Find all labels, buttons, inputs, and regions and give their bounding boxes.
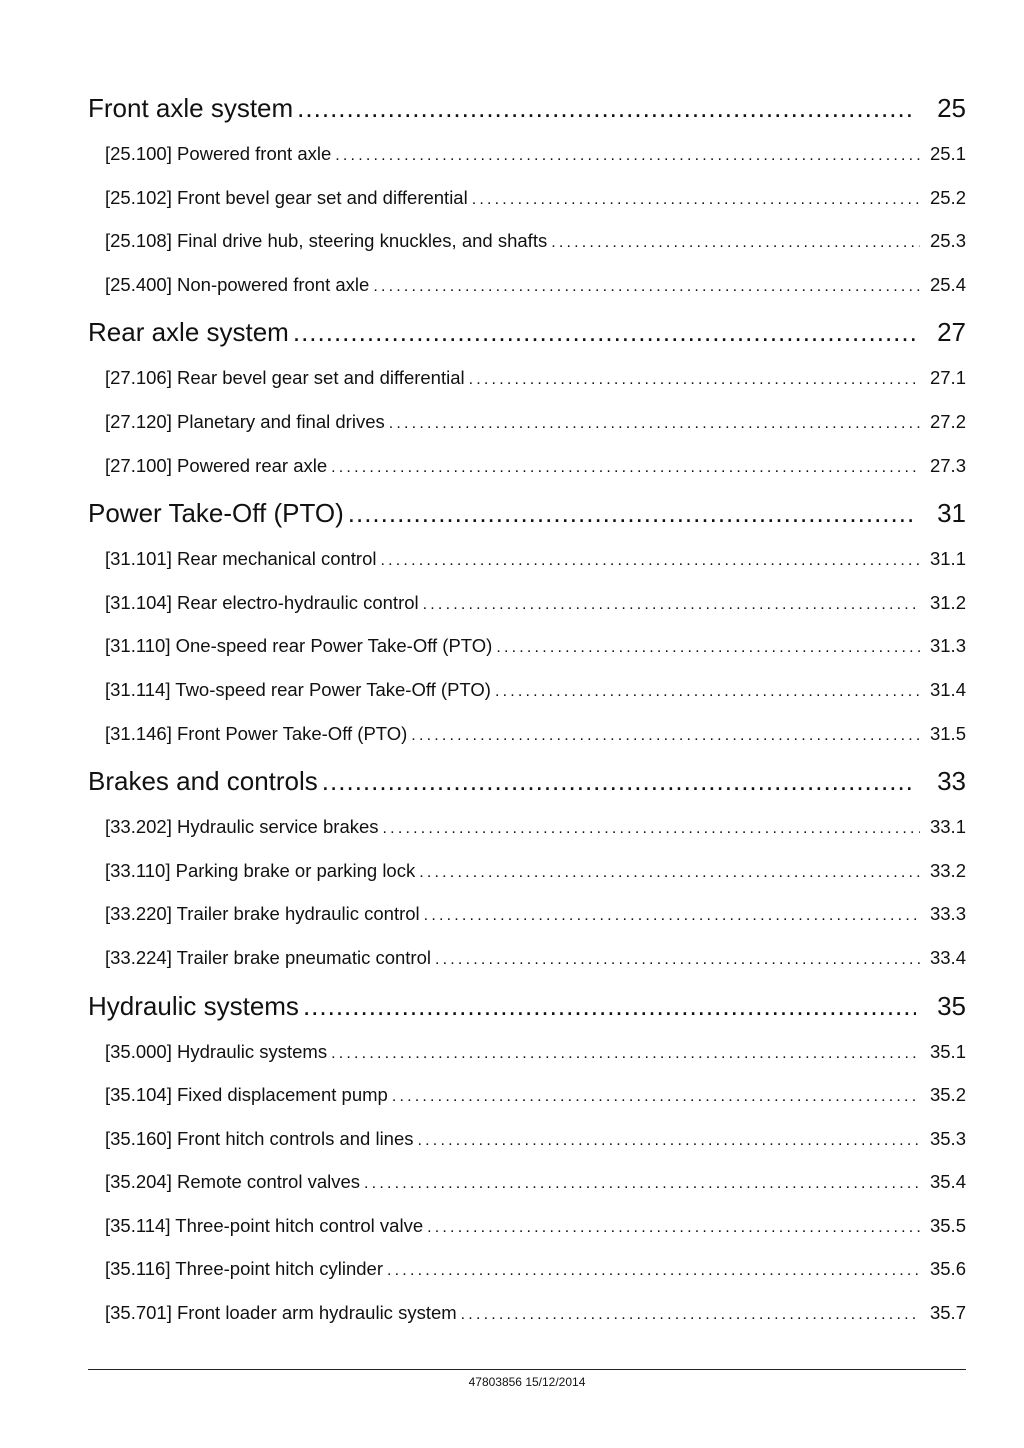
dot-leader <box>335 132 920 178</box>
entry-page-number: 33.2 <box>929 859 966 881</box>
entry-page-number: 31.2 <box>929 591 966 613</box>
toc-entry[interactable] <box>88 444 966 488</box>
dot-leader <box>496 624 920 670</box>
entry-page-number: 35.7 <box>929 1302 966 1324</box>
entry-title: [35.104] Fixed displacement pump <box>105 1084 388 1106</box>
entry-title: [35.116] Three-point hitch cylinder <box>105 1258 384 1280</box>
toc-section-brakes <box>88 757 966 979</box>
entry-page-number: 31.3 <box>929 635 966 657</box>
toc-section-heading[interactable] <box>88 84 966 132</box>
toc-section-pto <box>88 489 966 755</box>
section-page-number: 31 <box>937 498 966 529</box>
dot-leader <box>387 1247 920 1293</box>
dot-leader <box>461 1291 920 1337</box>
toc-entry[interactable] <box>88 1160 966 1204</box>
entry-page-number: 31.5 <box>929 722 966 744</box>
toc-entry[interactable] <box>88 1247 966 1291</box>
section-title: Brakes and controls <box>88 766 318 797</box>
entry-page-number: 35.1 <box>929 1040 966 1062</box>
entry-title: [33.202] Hydraulic service brakes <box>105 816 379 838</box>
entry-page-number: 35.3 <box>929 1127 966 1149</box>
toc-entry[interactable] <box>88 805 966 849</box>
dot-leader <box>472 176 920 222</box>
entry-page-number: 31.1 <box>929 548 966 570</box>
entry-title: [33.224] Trailer brake pneumatic control <box>105 946 431 968</box>
entry-title: [25.100] Powered front axle <box>105 143 332 164</box>
dot-leader <box>411 712 920 758</box>
entry-page-number: 31.4 <box>929 678 966 700</box>
dot-leader <box>389 400 920 446</box>
entry-page-number: 27.3 <box>929 454 966 476</box>
dot-leader <box>551 219 920 265</box>
toc-section-heading[interactable] <box>88 308 966 356</box>
entry-page-number: 35.4 <box>929 1171 966 1193</box>
dot-leader <box>435 936 920 982</box>
toc-entry[interactable] <box>88 400 966 444</box>
dot-leader <box>303 982 916 1030</box>
entry-page-number: 25.1 <box>929 143 966 164</box>
entry-page-number: 35.6 <box>929 1258 966 1280</box>
entry-title: [35.000] Hydraulic systems <box>105 1040 328 1062</box>
dot-leader <box>424 892 920 938</box>
footer-divider <box>88 1369 966 1370</box>
section-page-number: 33 <box>937 766 966 797</box>
dot-leader <box>427 1204 920 1250</box>
dot-leader <box>293 308 916 356</box>
entry-page-number: 27.1 <box>929 367 966 389</box>
entry-title: [35.160] Front hitch controls and lines <box>105 1127 414 1149</box>
toc-entry[interactable] <box>88 1030 966 1074</box>
section-title: Power Take-Off (PTO) <box>88 498 344 529</box>
entry-title: [31.114] Two-speed rear Power Take-Off (PTO) <box>105 678 491 700</box>
entry-page-number: 33.1 <box>929 816 966 838</box>
table-of-contents <box>88 82 966 1335</box>
toc-entry[interactable] <box>88 668 966 712</box>
entry-title: [33.220] Trailer brake hydraulic control <box>105 903 420 925</box>
dot-leader <box>331 1030 920 1076</box>
dot-leader <box>297 84 916 132</box>
entry-page-number: 25.2 <box>929 186 966 208</box>
entry-title: [35.114] Three-point hitch control valve <box>105 1214 424 1236</box>
entry-title: [31.104] Rear electro-hydraulic control <box>105 591 419 613</box>
section-title: Front axle system <box>88 93 294 123</box>
dot-leader <box>495 668 920 714</box>
toc-entry[interactable] <box>88 176 966 220</box>
toc-entry[interactable] <box>88 936 966 980</box>
toc-section-heading[interactable] <box>88 982 966 1030</box>
section-page-number: 35 <box>937 990 966 1021</box>
entry-page-number: 35.5 <box>929 1214 966 1236</box>
entry-page-number: 33.3 <box>929 903 966 925</box>
dot-leader <box>469 356 920 402</box>
toc-section-rear-axle <box>88 308 966 487</box>
entry-page-number: 33.4 <box>929 946 966 968</box>
section-page-number: 25 <box>937 93 966 123</box>
dot-leader <box>423 581 920 627</box>
entry-title: [35.701] Front loader arm hydraulic system <box>105 1302 457 1324</box>
toc-entry[interactable] <box>88 1291 966 1335</box>
dot-leader <box>373 263 920 309</box>
dot-leader <box>348 489 916 537</box>
dot-leader <box>331 444 920 490</box>
toc-entry[interactable] <box>88 892 966 936</box>
dot-leader <box>322 757 916 805</box>
dot-leader <box>380 537 920 583</box>
entry-title: [25.102] Front bevel gear set and differential <box>105 186 468 208</box>
entry-title: [25.400] Non-powered front axle <box>105 273 370 295</box>
section-page-number: 27 <box>937 317 966 348</box>
toc-section-hydraulic <box>88 982 966 1335</box>
entry-title: [27.120] Planetary and final drives <box>105 410 385 432</box>
entry-title: [33.110] Parking brake or parking lock <box>105 859 416 881</box>
section-title: Hydraulic systems <box>88 990 299 1021</box>
dot-leader <box>418 1117 920 1163</box>
toc-entry[interactable] <box>88 712 966 756</box>
entry-page-number: 25.3 <box>929 230 966 252</box>
toc-entry[interactable] <box>88 624 966 668</box>
toc-entry[interactable] <box>88 1073 966 1117</box>
toc-entry[interactable] <box>88 581 966 625</box>
toc-entry[interactable] <box>88 1204 966 1248</box>
toc-entry[interactable] <box>88 263 966 307</box>
dot-leader <box>419 849 920 895</box>
entry-title: [27.100] Powered rear axle <box>105 454 328 476</box>
toc-entry[interactable] <box>88 356 966 400</box>
toc-section-front-axle <box>88 84 966 306</box>
entry-page-number: 35.2 <box>929 1084 966 1106</box>
entry-title: [35.204] Remote control valves <box>105 1171 361 1193</box>
entry-title: [31.101] Rear mechanical control <box>105 548 377 570</box>
toc-entry[interactable] <box>88 537 966 581</box>
dot-leader <box>392 1073 920 1119</box>
entry-title: [27.106] Rear bevel gear set and differential <box>105 367 465 389</box>
toc-section-heading[interactable] <box>88 757 966 805</box>
footer-document-id: 47803856 15/12/2014 <box>468 1375 586 1389</box>
toc-entry[interactable] <box>88 1117 966 1161</box>
dot-leader <box>364 1160 920 1206</box>
entry-title: [31.110] One-speed rear Power Take-Off (PTO) <box>105 635 493 657</box>
toc-entry[interactable] <box>88 849 966 893</box>
entry-page-number: 25.4 <box>929 273 966 295</box>
toc-entry[interactable] <box>88 219 966 263</box>
section-title: Rear axle system <box>88 317 289 348</box>
toc-section-heading[interactable] <box>88 489 966 537</box>
toc-entry[interactable] <box>88 132 966 176</box>
entry-title: [31.146] Front Power Take-Off (PTO) <box>105 722 408 744</box>
entry-title: [25.108] Final drive hub, steering knuckles, and shafts <box>105 230 548 252</box>
dot-leader <box>383 805 920 851</box>
entry-page-number: 27.2 <box>929 410 966 432</box>
